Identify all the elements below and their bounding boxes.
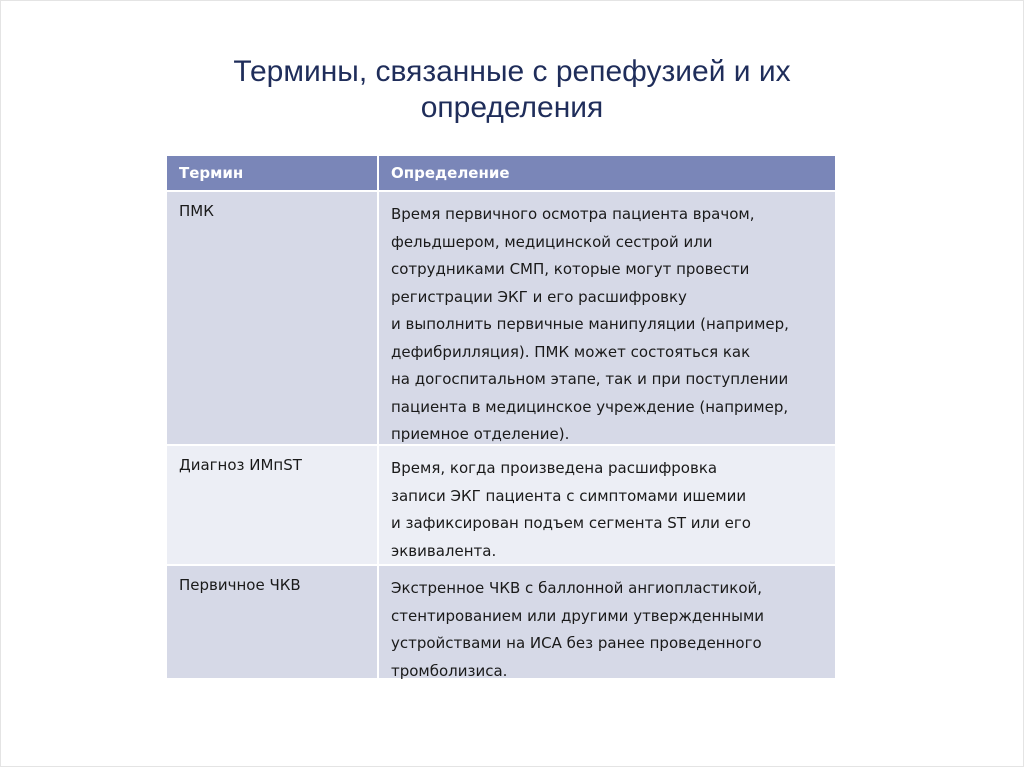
term-cell xyxy=(167,566,379,678)
title-line-2: определения xyxy=(420,91,604,124)
term-text: Диагноз ИМпST xyxy=(179,456,302,474)
definition-line: пациента в медицинское учреждение (например, xyxy=(391,397,789,416)
term-text: ПМК xyxy=(179,202,214,220)
definition-line: приемное отделение). xyxy=(391,425,570,443)
table-row xyxy=(167,566,835,680)
definition-line: тромболизиса. xyxy=(391,661,508,680)
header-term: Термин xyxy=(167,156,379,190)
definition-line: сотрудниками СМП, которые могут провести xyxy=(391,260,750,278)
definition-line: Время первичного осмотра пациента врачом, xyxy=(391,205,755,223)
definition-line: устройствами на ИСА без ранее проведенного xyxy=(391,634,762,652)
definition-cell xyxy=(379,566,835,678)
definition-line: фельдшером, медицинской сестрой или xyxy=(391,232,713,251)
definition-line: эквивалента. xyxy=(391,541,497,560)
title-line-1: Термины, связанные с репефузией и их xyxy=(233,55,791,88)
definition-line: на догоспитальном этапе, так и при поступлении xyxy=(391,370,789,388)
term-cell xyxy=(167,192,379,444)
table-row xyxy=(167,192,835,446)
table-header-row xyxy=(167,156,835,192)
definition-line: стентированием или другими утвержденными xyxy=(391,606,765,625)
definition-line: Экстренное ЧКВ с баллонной ангиопластикой, xyxy=(391,579,763,597)
term-text: Первичное ЧКВ xyxy=(179,576,301,594)
definition-line: дефибрилляция). ПМК может состояться как xyxy=(391,342,751,361)
definition-line: Время, когда произведена расшифровка xyxy=(391,459,718,477)
definition-line: записи ЭКГ пациента с симптомами ишемии xyxy=(391,486,747,505)
slide-title xyxy=(150,54,874,126)
definition-line: и выполнить первичные манипуляции (например, xyxy=(391,315,789,333)
definition-line: регистрации ЭКГ и его расшифровку xyxy=(391,287,687,306)
definition-cell xyxy=(379,192,835,444)
table-row xyxy=(167,446,835,566)
definition-line: и зафиксирован подъем сегмента ST или его xyxy=(391,514,751,532)
definition-cell xyxy=(379,446,835,564)
term-cell xyxy=(167,446,379,564)
header-definition: Определение xyxy=(379,156,835,190)
terms-table xyxy=(167,156,835,680)
